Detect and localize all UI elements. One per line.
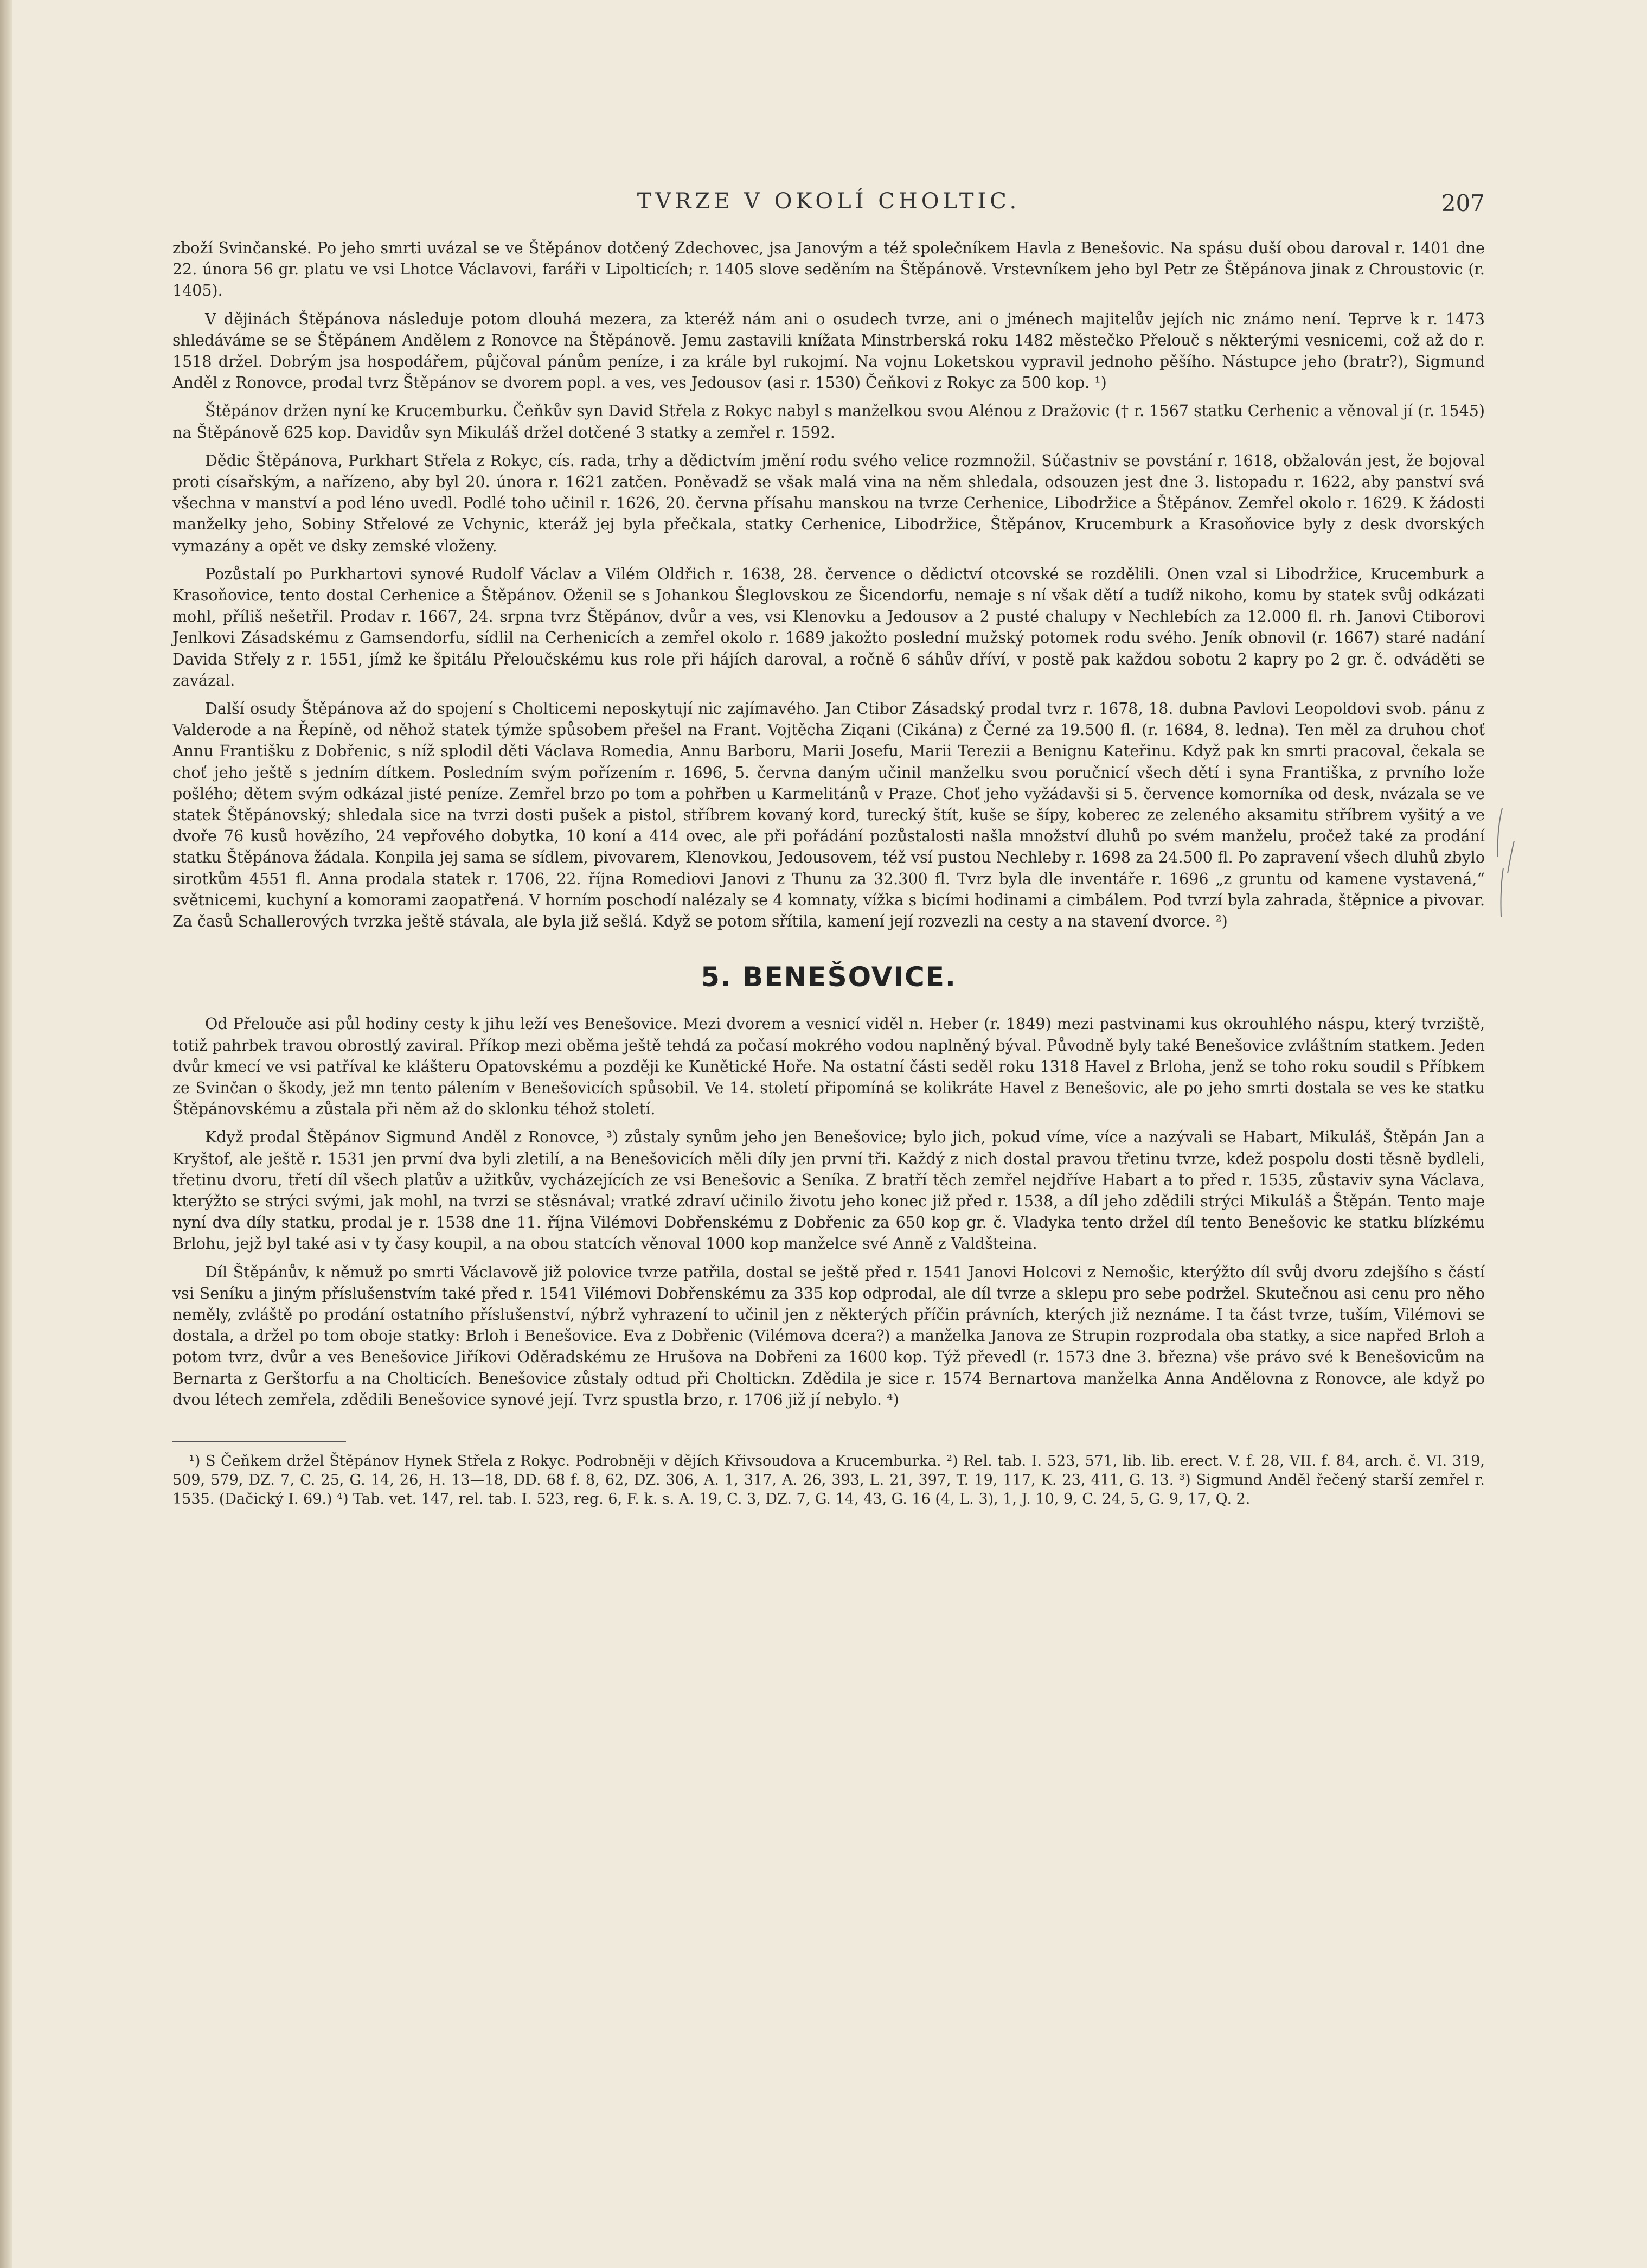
paragraph: Když prodal Štěpánov Sigmund Anděl z Ronovce, ³) zůstaly synům jeho jen Benešovice; bylo jich, pokud víme, více a nazývali se Habart, Mikuláš, Štěpán Jan a Kryštof, ale ještě r. 1531 jen první dva byli zletilí, a na Benešovicích měli díly jen první tři. Každý z nich dostal pravou třetinu tvrze, kdež pospolu dosti těsně bydleli, třetinu dvoru, třetí díl všech platův a užitkův, vycházejících ze vsi Benešovic a Seníka. Z bratří těch zemřel nejdříve Habart a to před r. 1535, zůstaviv syna Václava, kterýžto se strýci svými, jak mohl, na tvrzi se stěsnával; vratké zdraví učinilo životu jeho konec již před r. 1538, a díl jeho zdědili strýci Mikuláš a Štěpán. Tento maje nyní dva díly statku, prodal je r. 1538 dne 11. října Vilémovi Dobřenskému z Dobřenic za 650 kop gr. č. Vladyka tento držel díl tento Benešovic ke statku blízkému Brlohu, jejž byl také asi v ty časy koupil, a na obou statcích věnoval 1000 kop manželce své Anně z Valdšteina. [172,1128,1485,1253]
margin-pencil-marks [1481,797,1524,938]
footnote-divider [172,1441,346,1442]
paragraph: Dědic Štěpánova, Purkhart Střela z Rokyc, cís. rada, trhy a dědictvím jmění rodu svého velice rozmnožil. Súčastniv se povstání r. 1618, obžalován jest, že bojoval proti císařským, a nařízeno, aby byl 20. února r. 1621 zatčen. Poněvadž se však malá vina na něm shledala, odsouzen jest dne 3. listopadu r. 1622, aby panství svá všechna v manství a pod léno uvedl. Podlé toho učinil r. 1626, 20. června přísahu manskou na tvrze Cerhenice, Libodržice a Štěpánov. Zemřel okolo r. 1629. K žádosti manželky jeho, Sobiny Střelové ze Vchynic, kteráž jej byla přečkala, statky Cerhenice, Libodržice, Štěpánov, Krucemburk a Krasoňovice byly z desk dvorských vymazány a opět ve dsky zemské vloženy. [172,451,1485,555]
paragraph: zboží Svinčanské. Po jeho smrti uvázal se ve Štěpánov dotčený Zdechovec, jsa Janovým a též společníkem Havla z Benešovic. Na spásu duší obou daroval r. 1401 dne 22. února 56 gr. platu ve vsi Lhotce Václavovi, faráři v Lipolticích; r. 1405 slove seděním na Štěpánově. Vrstevníkem jeho byl Petr ze Štěpánova jinak z Chroustovic (r. 1405). [172,239,1485,300]
running-title: TVRZE V OKOLÍ CHOLTIC. [637,189,1021,214]
paragraph: Štěpánov držen nyní ke Krucemburku. Čeňkův syn David Střela z Rokyc nabyl s manželkou svou Alénou z Dražovic († r. 1567 statku Cerhenic a věnoval jí (r. 1545) na Štěpánově 625 kop. Davidův syn Mikuláš držel dotčené 3 statky a zemřel r. 1592. [172,402,1485,442]
page-header [172,189,1485,238]
book-binding-shadow [0,0,12,2268]
footnotes: ¹) S Čeňkem držel Štěpánov Hynek Střela z Rokyc. Podrobněji v dějích Křivsoudova a Krucemburka. ²) Rel. tab. I. 523, 571, lib. lib. erect. V. f. 28, VII. f. 84, arch. č. VI. 319, 509, 579, DZ. 7, C. 25, G. 14, 26, H. 13—18, DD. 68 f. 8, 62, DZ. 306, A. 1, 317, A. 26, 393, L. 21, 397, T. 19, 117, K. 23, 411, G. 13. ³) Sigmund Anděl řečený starší zemřel r. 1535. (Dačický I. 69.) ⁴) Tab. vet. 147, rel. tab. I. 523, reg. 6, F. k. s. A. 19, C. 3, DZ. 7, G. 14, 43, G. 16 (4, L. 3), 1, J. 10, 9, C. 24, 5, G. 9, 17, Q. 2. [172,1452,1485,1507]
paragraph: Díl Štěpánův, k němuž po smrti Václavově již polovice tvrze patřila, dostal se ještě před r. 1541 Janovi Holcovi z Nemošic, kterýžto díl svůj dvoru zdejšího s částí vsi Seníku a jiným příslušenstvím také před r. 1541 Vilémovi Dobřenskému za 335 kop odprodal, ale díl tvrze a sklepu pro sebe podržel. Skutečnou asi cenu pro něho neměly, zvláště po prodání ostatního příslušenství, nýbrž vyhrazení to učinil jen z některých příčin právních, kterých již neznáme. I ta část tvrze, tuším, Vilémovi se dostala, a držel po tom oboje statky: Brloh i Benešovice. Eva z Dobřenic (Vilémova dcera?) a manželka Janova ze Strupin rozprodala oba statky, a sice napřed Brloh a potom tvrz, dvůr a ves Benešovice Jiříkovi Oděradskému ze Hrušova na Dobřeni za 1600 kop. Týž převedl (r. 1573 dne 3. března) vše právo své k Benešovicům na Bernarta z Gerštorfu a na Cholticích. Benešovice zůstaly odtud při Choltickn. Zdědila je sice r. 1574 Bernartova manželka Anna Andělovna z Ronovce, ale když po dvou létech zemřela, zdědili Benešovice synové její. Tvrz spustla brzo, r. 1706 již jí nebylo. ⁴) [172,1263,1485,1409]
section-heading: 5. BENEŠOVICE. [701,961,957,993]
page-number: 207 [1441,190,1485,216]
body-text-top [172,238,1485,932]
body-text-section [172,1013,1485,1410]
paragraph: Pozůstalí po Purkhartovi synové Rudolf Václav a Vilém Oldřich r. 1638, 28. července o dědictví otcovské se rozdělili. Onen vzal si Libodržice, Krucemburk a Krasoňovice, tento dostal Cerhenice a Štěpánov. Oženil se s Johankou Šleglovskou ze Šicendorfu, nemaje s ní však dětí a tudíž nikoho, komu by statek svůj odkázati mohl, příliš nešetřil. Prodav r. 1667, 24. srpna tvrz Štěpánov, dvůr a ves, vsi Klenovku a Jedousov a 2 pusté chalupy v Nechlebích za 12.000 fl. rh. Janovi Ctiborovi Jenlkovi Zásadskému z Gamsendorfu, sídlil na Cerhenicích a zemřel okolo r. 1689 jakožto poslední mužský potomek rodu svého. Jeník obnovil (r. 1667) staré nadání Davida Střely z r. 1551, jímž ke špitálu Přeloučskému kus role při hájích daroval, a ročně 6 sáhův dříví, v postě pak každou sobotu 2 kapry po 2 gr. č. odváděti se zavázal. [172,565,1485,689]
book-page [172,189,1485,2250]
paragraph: Další osudy Štěpánova až do spojení s Cholticemi neposkytují nic zajímavého. Jan Ctibor Zásadský prodal tvrz r. 1678, 18. dubna Pavlovi Leopoldovi svob. pánu z Valderode a na Řepíně, od něhož statek týmže spůsobem přešel na Frant. Vojtěcha Ziqani (Cikána) z Černé za 19.500 fl. (r. 1684, 8. ledna). Ten měl za druhou choť Annu Františku z Dobřenic, s níž splodil děti Václava Romedia, Annu Barboru, Marii Josefu, Marii Terezii a Benignu Kateřinu. Když pak kn smrti pracoval, čekala se choť jeho ještě s jedním dítkem. Posledním svým pořízením r. 1696, 5. června daným učinil manželku svou poručnicí všech dětí i syna Františka, z prvního lože pošlého; dětem svým odkázal jisté peníze. Zemřel brzo po tom a pohřben u Karmelitánů v Praze. Choť jeho vyžádavši si 5. července komorníka od desk, nvázala se ve statek Štěpánovský; shledala sice na tvrzi dosti pušek a pistol, stříbrem kovaný kord, turecký štít, kuše se šípy, koberec ze zeleného aksamitu stříbrem vyšitý a ve dvoře 76 kusů hovězího, 24 vepřového dobytka, 10 koní a 414 ovec, ale při pořádání pozůstalosti našla množství dluhů po svém manželu, pročež také za prodání statku Štěpánova žádala. Konpila jej sama se sídlem, pivovarem, Klenovkou, Jedousovem, též vsí pustou Nechleby r. 1698 za 24.500 fl. Po zapravení všech dluhů zbylo sirotkům 4551 fl. Anna prodala statek r. 1706, 22. října Romediovi Janovi z Thunu za 32.300 fl. Tvrz byla dle inventáře r. 1696 „z gruntu od kamene vystavená,“ světnicemi, kuchyní a komorami zaopatřená. V horním poschodí nalézaly se 4 komnaty, vížka s bicími hodinami a cimbálem. Pod tvrzí byla zahrada, štěpnice a pivovar. Za časů Schallerových tvrzka ještě stávala, ale byla již sešlá. Když se potom sřítila, kamení její rozvezli na cesty a na stavení dvorce. ²) [172,700,1485,931]
paragraph: Od Přelouče asi půl hodiny cesty k jihu leží ves Benešovice. Mezi dvorem a vesnicí viděl n. Heber (r. 1849) mezi pastvinami kus okrouhlého náspu, který tvrziště, totiž pahrbek travou obrostlý zaviral. Příkop mezi oběma ještě tehdá za počasí mokrého vodou naplněný býval. Původně byly také Benešovice zvláštním statkem. Jeden dvůr kmecí ve vsi patříval ke klášteru Opatovskému a později ke Kunětické Hoře. Na ostatní části seděl roku 1318 Havel z Brloha, jenž se toho roku soudil s Příbkem ze Svinčan o škody, jež mn tento pálením v Benešovicích spůsobil. Ve 14. století připomíná se kolikráte Havel z Benešovic, ale po jeho smrti dostala se ves ke statku Štěpánovskému a zůstala při něm až do sklonku téhož století. [172,1015,1485,1119]
paragraph: V dějinách Štěpánova následuje potom dlouhá mezera, za kteréž nám ani o osudech tvrze, ani o jménech majitelův jejích nic známo není. Teprve k r. 1473 shledáváme se se Štěpánem Andělem z Ronovce na Štěpánově. Jemu zastavili knížata Minstrberská roku 1482 městečko Přelouč s některými vesnicemi, což až do r. 1518 držel. Dobrým jsa hospodářem, půjčoval pánům peníze, i za krále byl rukojmí. Na vojnu Loketskou vypravil jednoho pěšího. Nástupce jeho (bratr?), Sigmund Anděl z Ronovce, prodal tvrz Štěpánov se dvorem popl. a ves, ves Jedousov (asi r. 1530) Čeňkovi z Rokyc za 500 kop. ¹) [172,310,1485,392]
